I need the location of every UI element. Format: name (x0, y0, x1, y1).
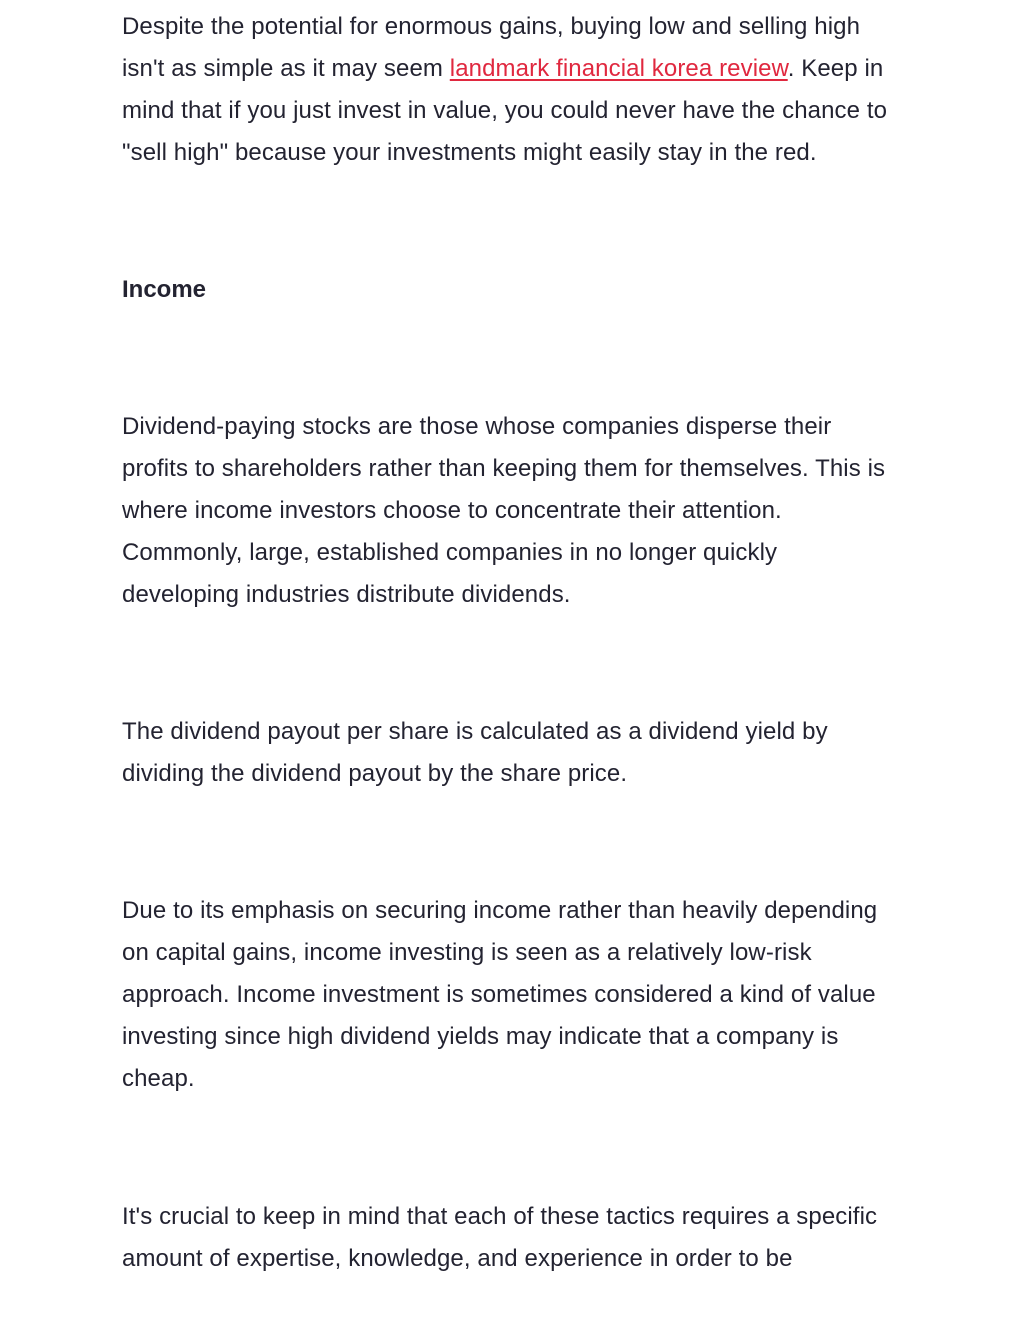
paragraph-expertise: It's crucial to keep in mind that each of these tactics requires a specific amount of expertise, knowledge, and experience in order to be (122, 1203, 878, 1272)
intro-text-before-link: Despite the potential for enormous gains, buying low and selling high isn't as simple as it may seem (122, 13, 861, 82)
intro-text-after-link: . Keep in mind that if you just invest in value, you could never have the chance to "sell high" because your investments might easily stay in the red. (122, 55, 888, 166)
paragraph-income-investing: Due to its emphasis on securing income rather than heavily depending on capital gains, income investing is seen as a relatively low-risk approach. Income investment is sometimes considered a kind of value investing since high dividend yields may indicate that a company is cheap. (122, 897, 878, 1092)
intro-paragraph (122, 6, 897, 174)
paragraph-dividend-stocks: Dividend-paying stocks are those whose companies disperse their profits to shareholders rather than keeping them for themselves. This is where income investors choose to concentrate their attention. Commonly, large, established companies in no longer quickly developing industries distribute dividends. (122, 413, 886, 608)
section-heading-income: Income (122, 276, 207, 303)
paragraph-dividend-yield: The dividend payout per share is calculated as a dividend yield by dividing the dividend payout by the share price. (122, 718, 828, 787)
landmark-financial-korea-review-link[interactable]: landmark financial korea review (449, 55, 788, 82)
